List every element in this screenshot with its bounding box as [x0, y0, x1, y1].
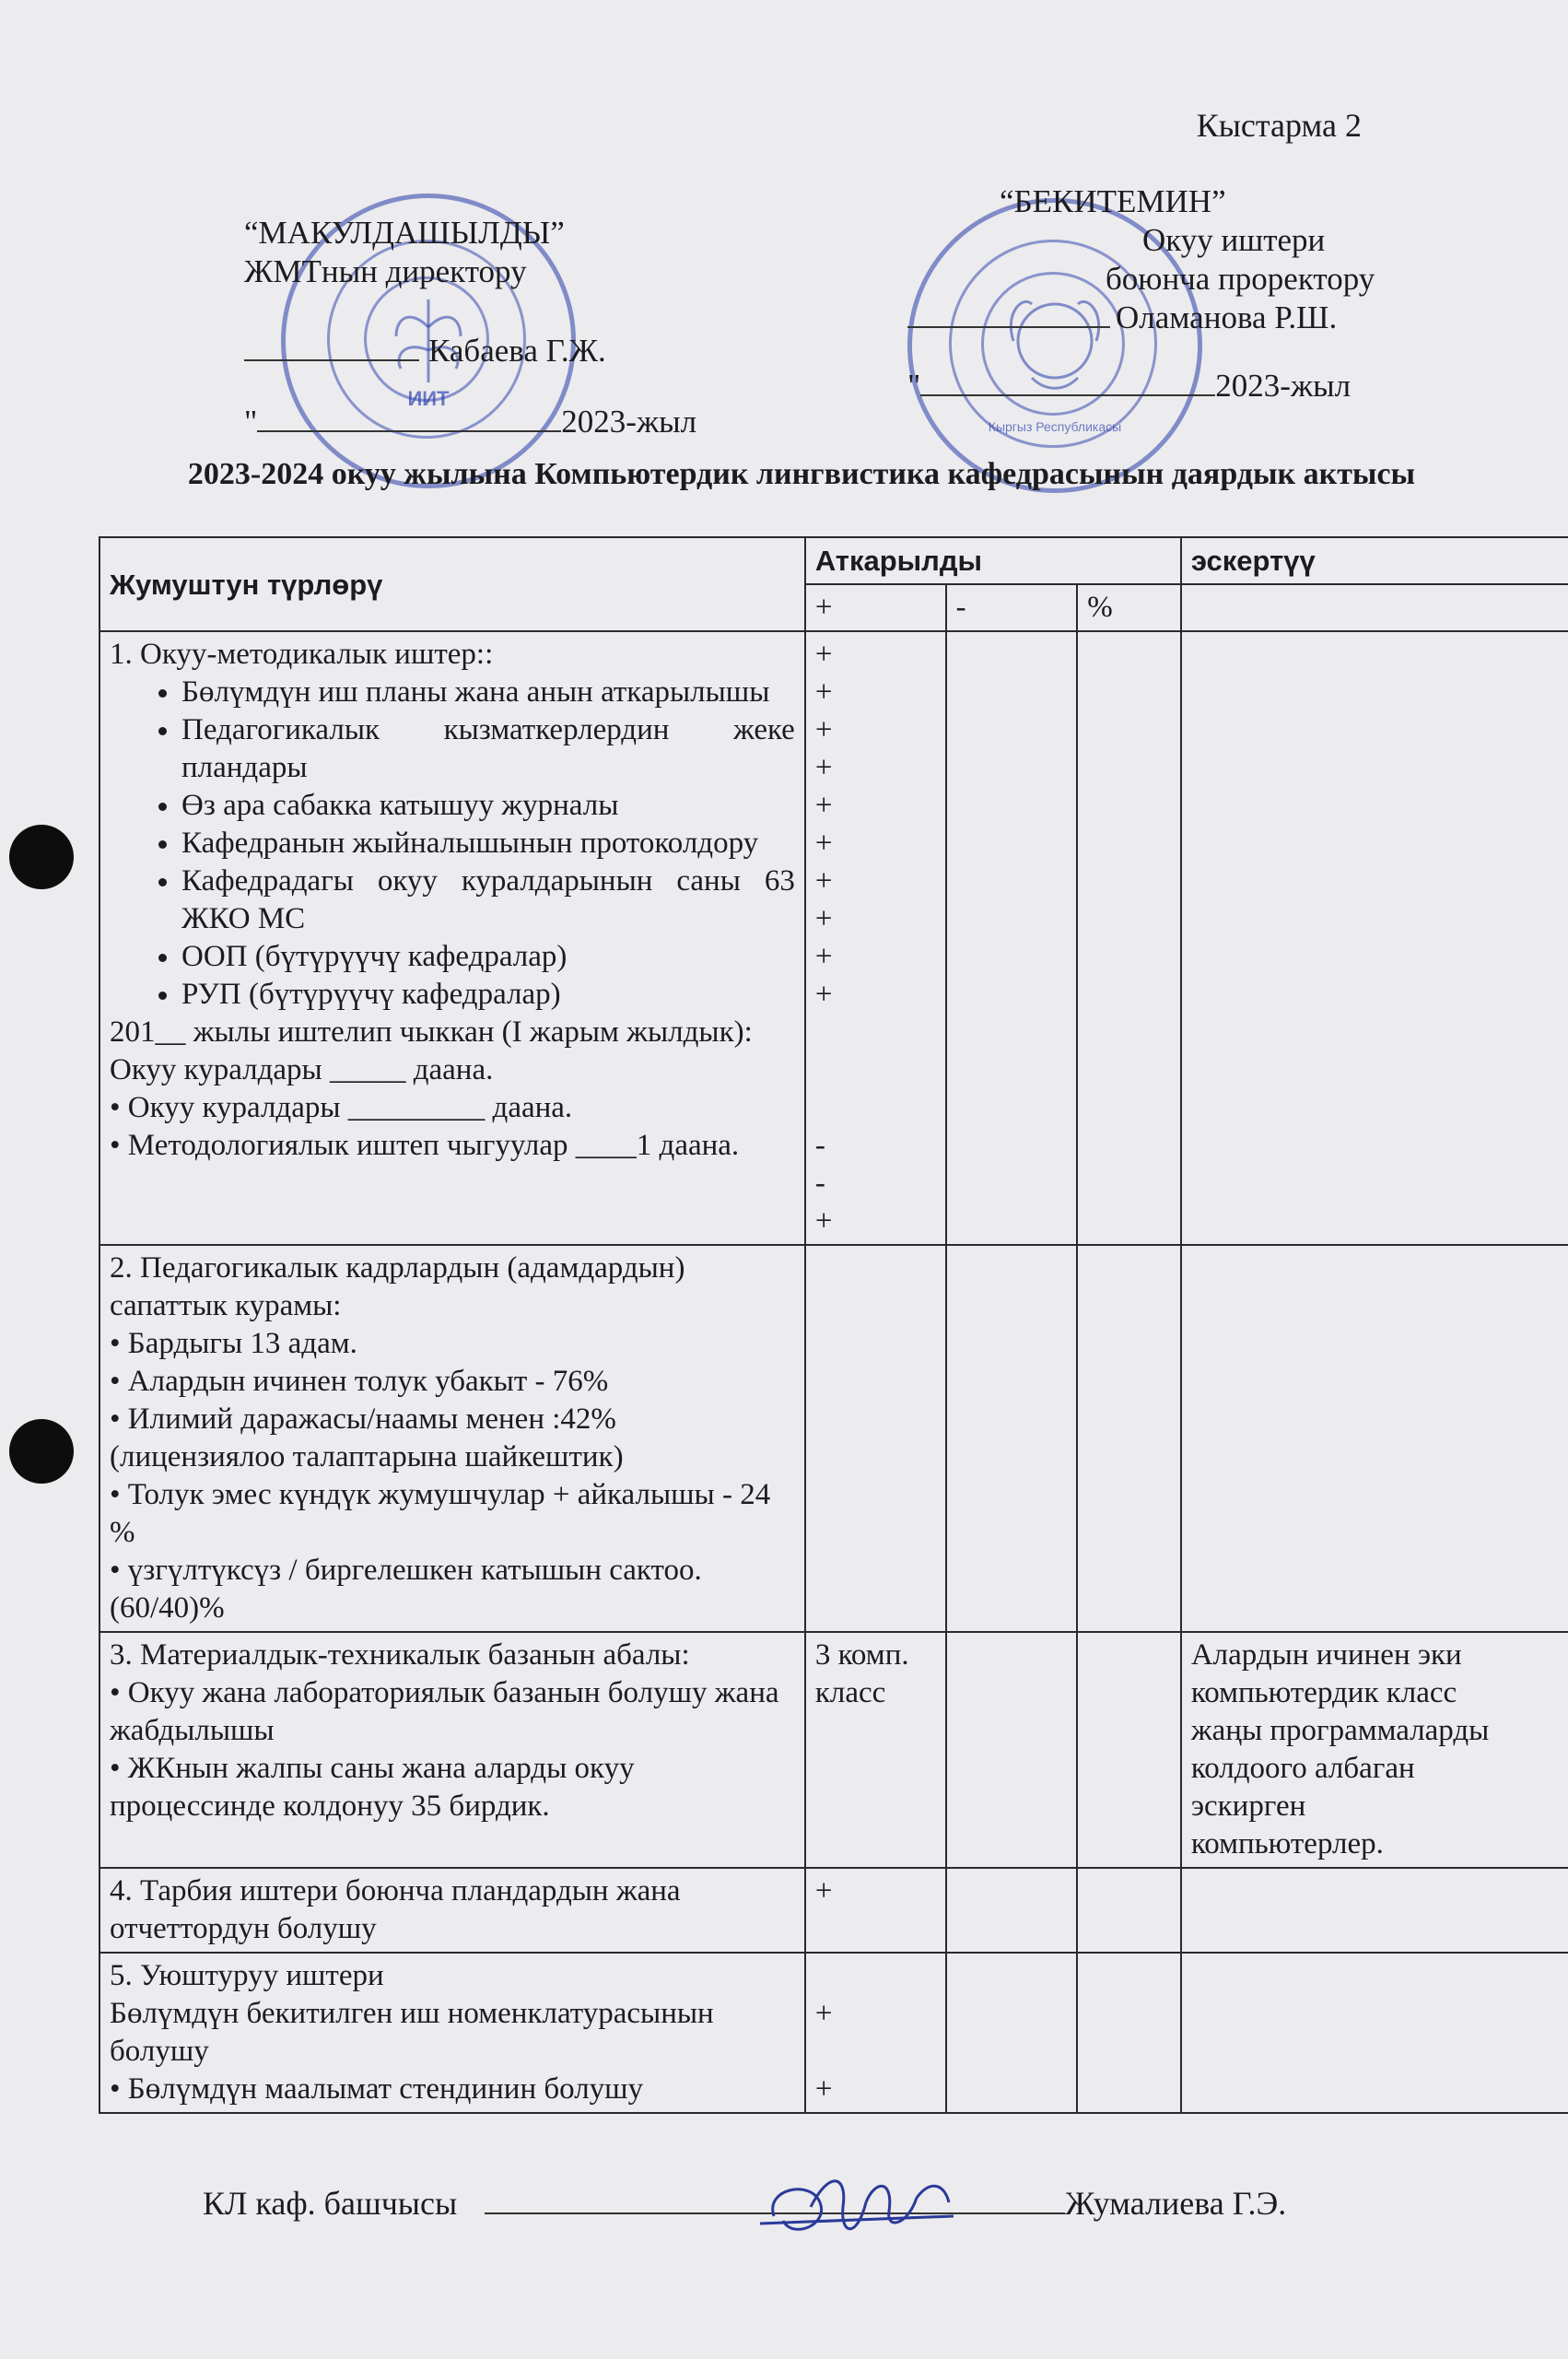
row1-list: [110, 674, 795, 1014]
row2-line: • үзгүлтүксүз / биргелешкен катышын сактоо. (60/40)%: [110, 1554, 702, 1625]
mark: +: [814, 675, 833, 709]
note-line: жаңы программаларды: [1190, 1714, 1490, 1747]
mark: +: [814, 1997, 833, 2030]
agreed-date: " 2023-жыл: [244, 404, 697, 440]
row5-line: Бөлүмдүн бекитилген иш номенклатурасынын болушу: [110, 1997, 714, 2068]
mark: +: [814, 864, 833, 898]
list-item: • Кафедрадагы окуу куралдарынын саны 63 ЖКО МС: [181, 863, 795, 938]
agreed-signature-line: [244, 332, 606, 370]
mark: +: [814, 827, 833, 860]
mark: -: [814, 1167, 825, 1200]
row2-line: • Толук эмес күндүк жумушчулар + айкалышы - 24 %: [110, 1478, 771, 1549]
table-row: [99, 631, 1568, 1245]
row2-line: • Бардыгы 13 адам.: [110, 1327, 357, 1360]
stamp-label: Кыргыз Республикасы: [988, 419, 1122, 434]
row3-line: • Окуу жана лабораториялык базанын болушу жана жабдылышы: [110, 1676, 779, 1747]
table-row: [99, 1953, 1568, 2113]
row1-content: [99, 631, 805, 1245]
punch-hole: [9, 825, 74, 889]
table-row: [99, 1245, 1568, 1632]
mark: +: [814, 638, 833, 671]
footer-signature: [203, 2184, 1286, 2223]
agreed-role: ЖМТнын директору: [244, 253, 527, 289]
list-item: • РУП (бүтүрүүчү кафедралар): [181, 976, 795, 1014]
header-done: Аткарылды: [805, 537, 1181, 584]
mark: +: [814, 2072, 833, 2106]
subheader-percent: %: [1077, 584, 1181, 631]
row5-title: 5. Уюштуруу иштери: [110, 1959, 384, 1992]
approve-line-2: Окуу иштери: [1142, 222, 1326, 258]
document-title: 2023-2024 окуу жылына Компьютердик лингвистика кафедрасынын даярдык актысы: [187, 457, 1416, 491]
row1-title: 1. Окуу-методикалык иштер::: [110, 638, 494, 671]
row3-note: [1181, 1632, 1568, 1868]
footer-name: Жумалиева Г.Э.: [1065, 2185, 1287, 2222]
note-line: компьютердик класс: [1190, 1676, 1457, 1709]
row5-line: • Бөлүмдүн маалымат стендинин болушу: [110, 2072, 644, 2106]
list-item: • ООП (бүтүрүүчү кафедралар): [181, 938, 795, 976]
header-work-types: Жумуштун түрлөрү: [99, 537, 805, 631]
note-line: эскирген: [1190, 1790, 1306, 1823]
header-note: эскертүү: [1181, 537, 1568, 584]
row4-content: 4. Тарбия иштери боюнча пландардын жана отчеттордун болушу: [99, 1868, 805, 1953]
mark: +: [814, 713, 833, 746]
approve-block: [907, 182, 1423, 405]
mark: +: [814, 751, 833, 784]
row3-content: [99, 1632, 805, 1868]
row2-line: 2. Педагогикалык кадрлардын (адамдардын) сапаттык курамы:: [110, 1251, 685, 1322]
row4-done: +: [805, 1868, 946, 1953]
appendix-label: Кыстарма 2: [1196, 107, 1362, 144]
table-row: [99, 1868, 1568, 1953]
stamp-label: ИИТ: [407, 387, 450, 410]
subheader-plus: +: [805, 584, 946, 631]
readiness-table: [99, 536, 1568, 2114]
approve-title: “БЕКИТЕМИН”: [1000, 183, 1226, 219]
row1-after-line: • Методологиялык иштеп чыгуулар ____1 даана.: [110, 1129, 740, 1162]
row1-after-line: 201__ жылы иштелип чыккан (I жарым жылдык):: [110, 1015, 753, 1049]
agreed-name: Кабаева Г.Ж.: [428, 333, 606, 369]
row5-content: [99, 1953, 805, 2113]
mark: +: [814, 978, 833, 1011]
note-line: колдоого албаган: [1190, 1752, 1415, 1785]
mark: -: [814, 1129, 825, 1162]
approve-name: Оламанова Р.Ш.: [1116, 299, 1338, 335]
approve-date: " 2023-жыл: [907, 368, 1352, 404]
row3-line: 3. Материалдык-техникалык базанын абалы:: [110, 1638, 690, 1672]
subheader-minus: -: [946, 584, 1078, 631]
list-item: • Педагогикалык кызматкерлердин жеке пландары: [181, 711, 795, 787]
table-row: [99, 1632, 1568, 1868]
mark: +: [814, 789, 833, 822]
mark: +: [814, 902, 833, 935]
agreed-title: “МАКУЛДАШЫЛДЫ”: [244, 215, 565, 251]
row3-done: 3 комп. класс: [805, 1632, 946, 1868]
approve-line-3: боюнча проректору: [1106, 261, 1375, 297]
list-item: • Өз ара сабакка катышуу журналы: [181, 787, 795, 825]
list-item: • Бөлүмдүн иш планы жана анын аткарылышы: [181, 674, 795, 711]
mark: +: [814, 940, 833, 973]
footer-role: КЛ каф. башчысы: [203, 2185, 458, 2222]
row1-after-line: • Окуу куралдары _________ даана.: [110, 1091, 573, 1124]
row2-content: [99, 1245, 805, 1632]
row5-done-marks: [805, 1953, 946, 2113]
approve-signature-line: [907, 299, 1423, 337]
note-line: Алардын ичинен эки: [1190, 1638, 1462, 1672]
note-line: компьютерлер.: [1190, 1827, 1384, 1860]
row2-line: • Илимий даражасы/наамы менен :42% (лицензиялоо талаптарына шайкештик): [110, 1402, 624, 1473]
punch-hole: [9, 1419, 74, 1484]
handwritten-signature: [755, 2152, 967, 2253]
mark: +: [814, 1204, 833, 1238]
row1-after-line: Окуу куралдары _____ даана.: [110, 1053, 494, 1086]
row1-done-marks: [805, 631, 946, 1245]
row2-line: • Алардын ичинен толук убакыт - 76%: [110, 1365, 609, 1398]
list-item: • Кафедранын жыйналышынын протоколдору: [181, 825, 795, 863]
row3-line: • ЖКнын жалпы саны жана аларды окуу процессинде колдонуу 35 бирдик.: [110, 1752, 635, 1823]
